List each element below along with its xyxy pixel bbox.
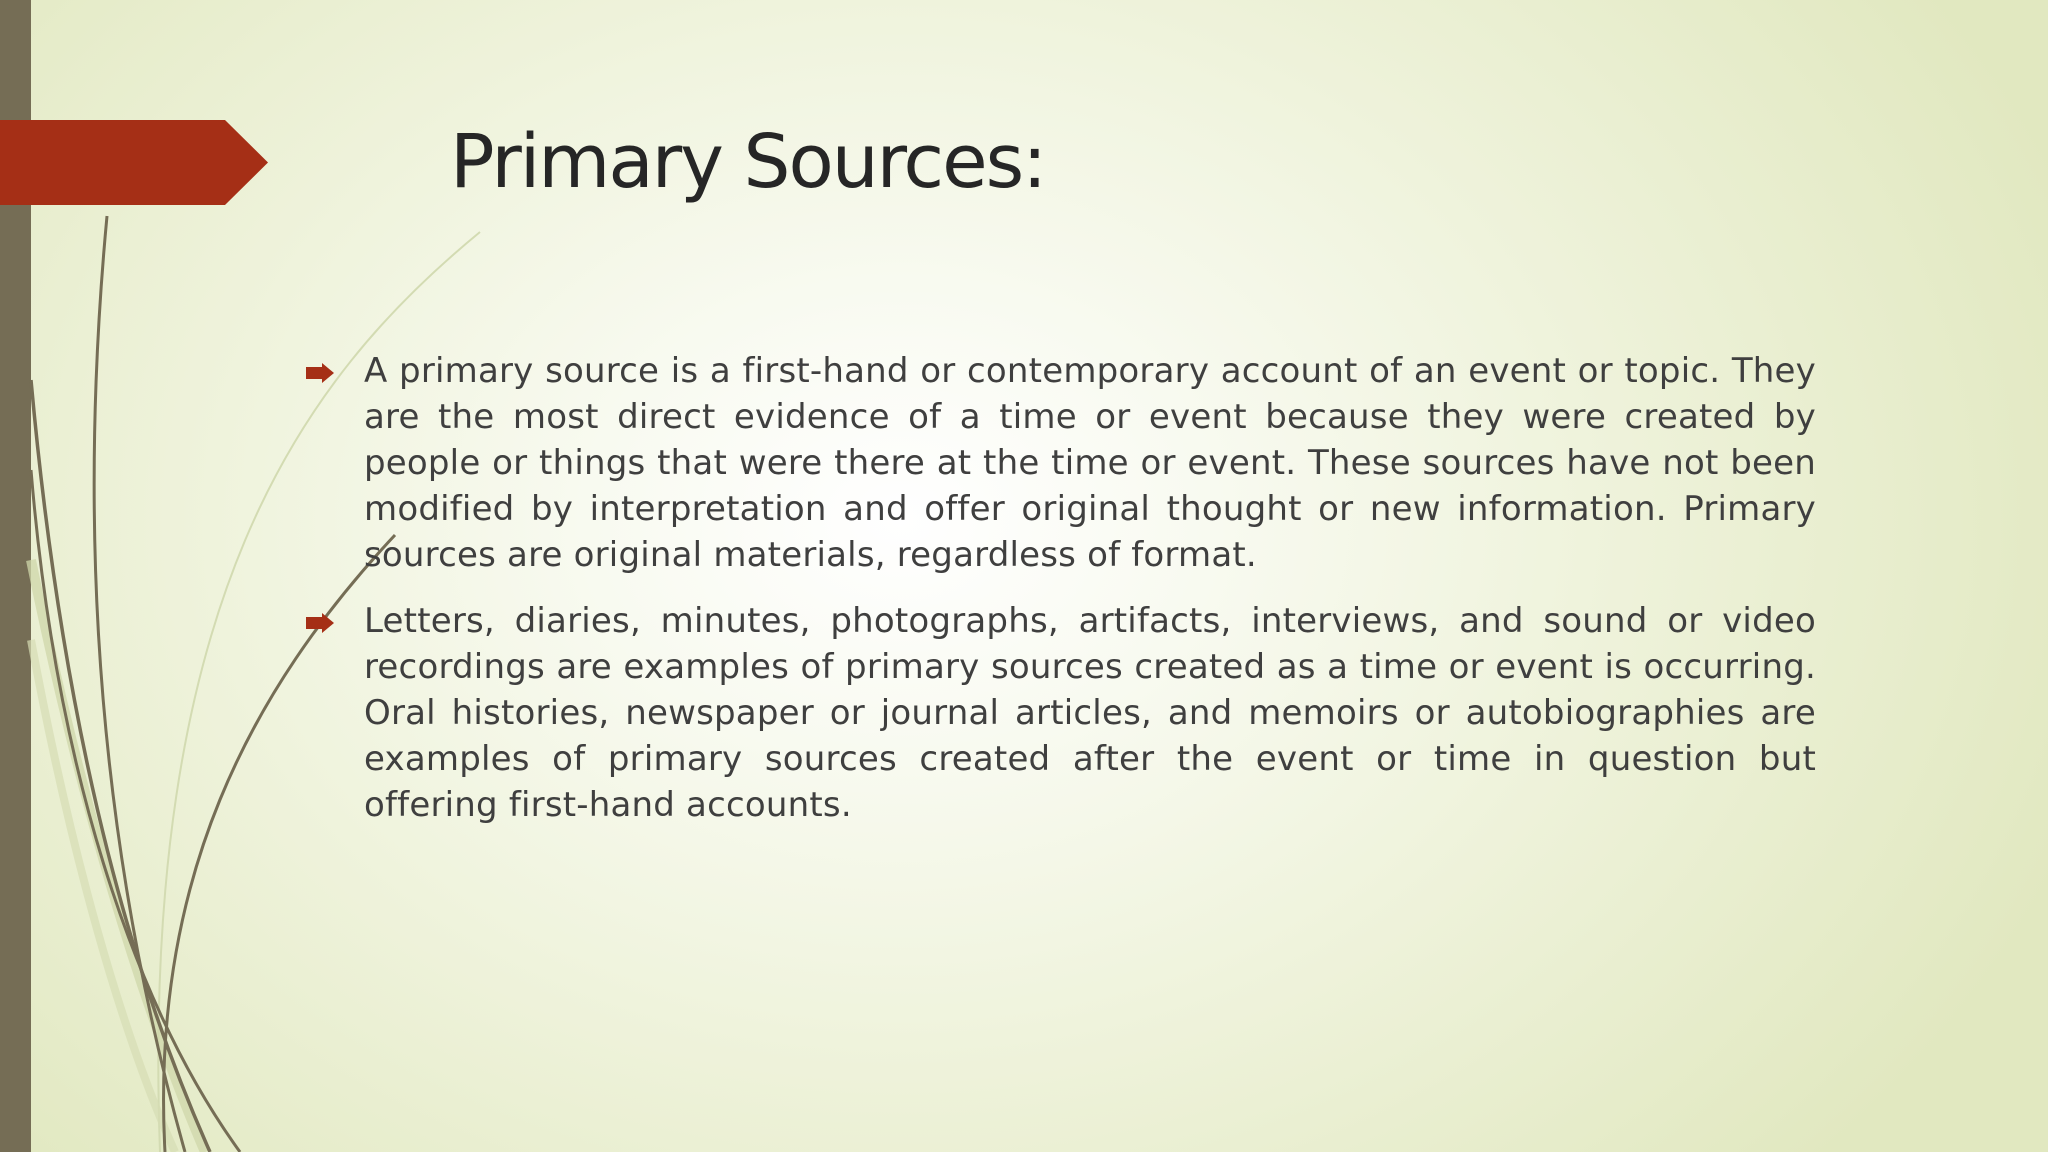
bullet-item [364, 598, 1816, 828]
bullet-item [364, 348, 1816, 578]
slide-title: Primary Sources: [450, 119, 1046, 205]
bullet-text: Letters, diaries, minutes, photographs, artifacts, interviews, and sound or video recordings are examples of primary sources created as a time or event is occurring. Oral histories, newspaper or journal articles, and memoirs or autobiographies are examples of primary sources created after the event or time in question but offering first-hand accounts. [364, 601, 1816, 825]
title-accent-tab [0, 120, 268, 205]
arrow-bullet-icon [306, 363, 334, 383]
bullet-list [364, 348, 1816, 848]
bullet-text: A primary source is a first-hand or contemporary account of an event or topic. They are the most direct evidence of a time or event because they were created by people or things that were there at the time or event. These sources have not been modified by interpretation and offer original thought or new information. Primary sources are original materials, regardless of format. [364, 351, 1816, 575]
arrow-bullet-icon [306, 613, 334, 633]
